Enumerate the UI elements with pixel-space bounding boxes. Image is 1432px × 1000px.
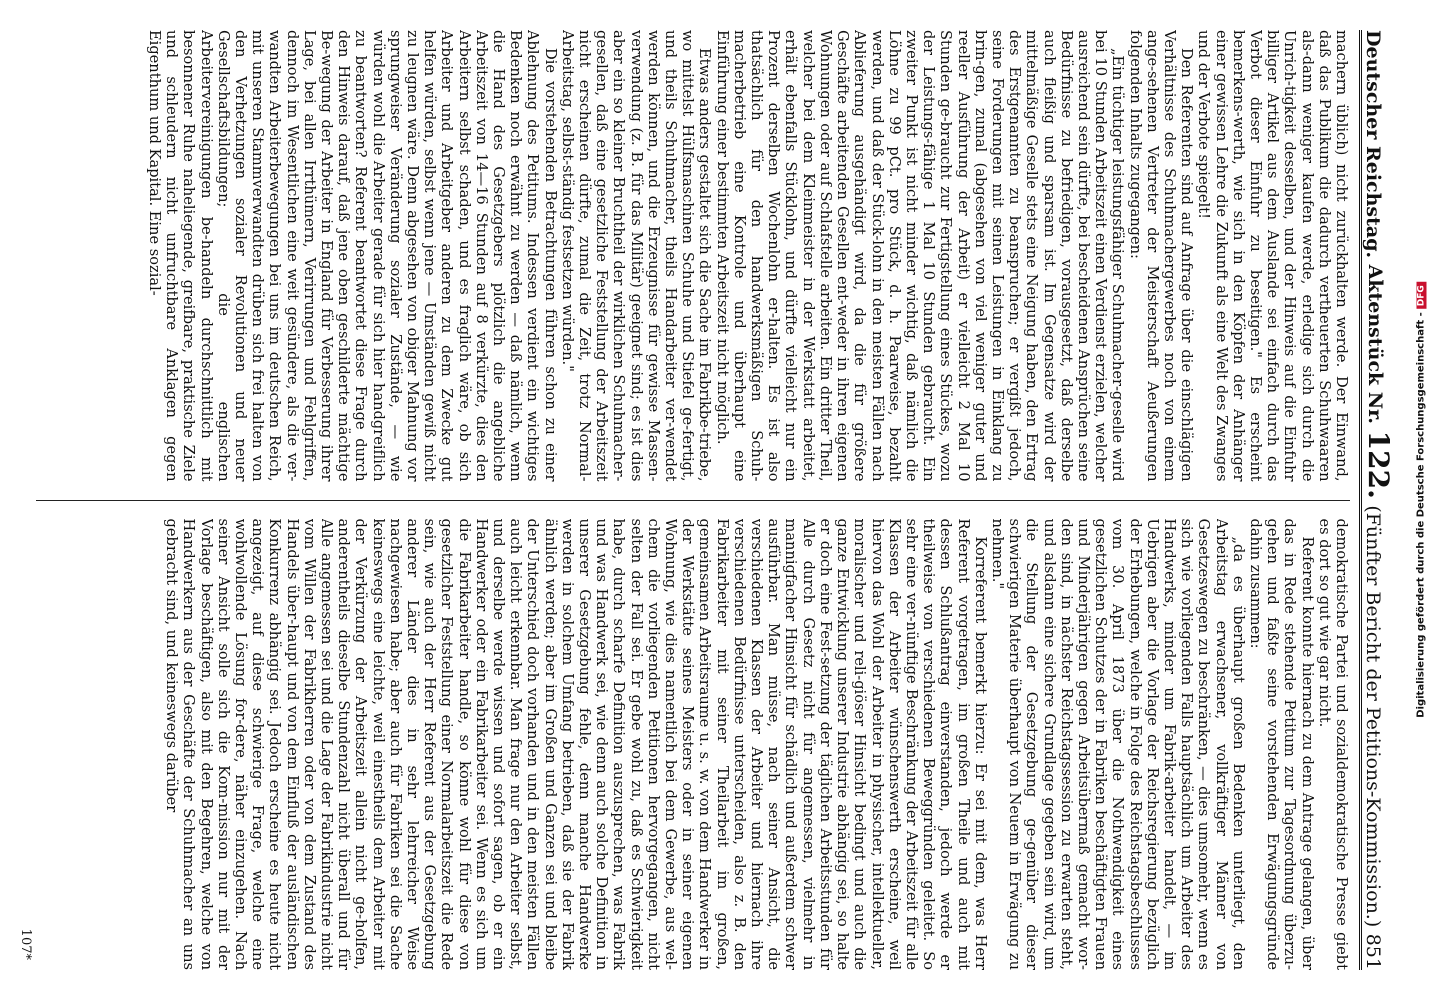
header-left-title: Deutscher Reichstag. (1362, 30, 1384, 259)
header-document-prefix: Aktenstück Nr. (1364, 264, 1386, 425)
page-footnote-mark: 107* (18, 928, 33, 960)
left-paragraph: „Ein tüchtiger leistungsfähiger Schuhmacher-geselle wird bei 10 Stunden Arbeitszeit einen Verdienst erzielen, welcher ausreichend sein dürfte, bei bescheidenen Ansprüchen seine Bedürfnisse zu befriedigen, vorausgesetzt, daß derselbe auch fleißig und sparsam ist. Im Gegensatze wird der mittelmäßige Geselle stets eine Neigung haben, den Ertrag des Erstgenannten zu beanspruchen; er vergißt jedoch, seine Forderungen mit seinen Leistungen in Einklang zu brin-gen, zumal (abgesehen von viel weniger guter und reeller Ausführung der Arbeit) er vielleicht 2 Mal 10 Stunden ge-braucht zur Fertigstellung eines Stückes, wozu der Leistungs-fähige 1 Mal 10 Stunden gebraucht. Ein zweiter Punkt ist nicht minder wichtig, daß nämlich die Löhne zu 99 pCt. pro Stück, d. h. Paarweise, bezahlt werden, und daß der Stück-lohn in den meisten Fällen nach Ablieferung ausgehändigt wird, da die für größere Geschäfte arbeitenden Gesellen ent-weder in ihren eigenen Wohnungen oder auf Schlafstelle arbeiten. Ein dritter Theil, welcher bei dem Kleinmeister in der Werkstatt arbeitet, erhält ebenfalls Stücklohn, und dürfte vielleicht nur ein Prozent derselben Wochenlohn er-halten. Es ist also thatsächlich für den handwerksmäßigen Schuh-macherbetrieb eine Kontrole und überhaupt eine Einführung einer bestimmten Arbeitszeit nicht möglich. (713, 30, 1127, 482)
dfg-credit (1416, 282, 1427, 718)
left-column (36, 30, 1350, 482)
rotated-document-page (16, 0, 1416, 1000)
header-document-number (1362, 265, 1395, 499)
page-body (36, 30, 1350, 970)
page-header (1359, 30, 1408, 970)
page-number: 851 (1362, 933, 1384, 970)
right-paragraph: demokratische Partei und sozialdemokratische Presse giebt es dort so gut wie gar nicht. (1315, 518, 1350, 970)
header-document-num: 122. (1362, 430, 1395, 499)
left-paragraph: Etwas anders gestaltet sich die Sache im Fabrikbe-triebe, wo mittelst Hülfsmaschinen Schuhe und Stiefel ge-fertigt, und theils Schuhmacher, theils Handarbeiter ver-wendet werden können, und die Erzeugnisse für gewisse Massen-verwendung (z. B. für das Militär) geeignet sind; es ist dies aber ein so kleiner Bruchtheil der wirklichen Schuhmacher-gesellen, daß eine gesetzliche Feststellung der Arbeitszeit nicht erscheinen dürfte, zumal die Zeit, trotz Normal-Arbeitstag, selbst-ständig festsetzen würden." (558, 30, 714, 482)
right-paragraph: „da es überhaupt großen Bedenken unterliegt, den Arbeitstag erwachsener, vollkräftiger Männer von Gesetzeswegen zu beschränken, — dies umsomehr, wenn es sich wie vorliegenden Falls hauptsächlich um Arbeiter des Handwerks, minder um Fabrik-arbeiter handelt, — im Uebrigen aber die Vorlage der Reichsregierung bezüglich der Erhebungen, welche in Folge des Reichstagsbeschlusses vom 30. April 1873 über die Nothwendigkeit eines gesetzlichen Schutzes der in Fabriken beschäftigten Frauen und Minderjährigen gegen Arbeitsübermaß gemacht wor-den sind, in nächster Reichstagssession zu erwarten steht, und alsdann eine sichere Grundlage gegeben sein wird, um die Stellung der Gesetzgebung ge-genüber dieser schwierigen Materie überhaupt von Neuem in Erwägung zu nehmen." (988, 518, 1247, 970)
left-paragraph: Den Referenten sind auf Anfrage über die einschlägigen Verhältnisse des Schuhmachergewerbes noch von einem ange-sehenen Vertreter der Meisterschaft Aeußerungen folgenden Inhalts zugegangen: (1126, 30, 1196, 482)
right-column (36, 519, 1350, 971)
header-section-title: (Fünfter Bericht der Petitions-Kommission.) (1362, 505, 1384, 928)
right-paragraph: Korreferent bemerkt hierzu: Er sei mit dem, was Herr Referent vorgetragen, im großen Theile und auch mit dessen Schlußantrag einverstanden, jedoch werde er theilweise von verschiedenen Beweggründen geleitet. So sehr eine ver-nünftige Beschränkung der Arbeitszeit für alle Klassen der Arbeiter wünschenswerth erscheine, weil hiervon das Wohl der Arbeiter in physischer, intellektueller, moralischer und reli-giöser Hinsicht bedingt und auch die ganze Entwicklung unserer Industrie abhängig sei, so halte er doch eine Fest-setzung der täglichen Arbeitsstunden für Alle durch Gesetz nicht für angemessen, vielmehr in mannigfacher Hinsicht für schädlich und außerdem schwer ausführbar. Man müsse, nach seiner Ansicht, die verschiedenen Klassen der Arbeiter und hiernach ihre verschiedenen Bedürfnisse unterscheiden, also z. B. den Fabrikarbeiter mit seiner Theilarbeit im großen, gemeinsamen Arbeitsraume u. s. w. von dem Handwerker in der Werkstätte seines Meisters oder in seiner eigenen Wohnung, wie dies namentlich bei dem Gewerbe, aus wel-chem die vorliegenden Petitionen hervorgegangen, nicht selten der Fall sei. Er gebe wohl zu, daß es Schwierigkeit habe, durch scharfe Definition auszusprechen, was Fabrik und was Handwerk sei, wie denn auch solche Definition in unserer Gesetzgebung fehle, denn manche Handwerke werden in solchem Umfang betrieben, daß sie der Fabrik ähnlich werden; aber im Großen und Ganzen sei und bleibe der Unterschied doch vorhanden und in den meisten Fällen auch leicht erkennbar. Man frage nur den Arbeiter selbst, und derselbe werde wissen und sofort sagen, ob er ein Handwerker oder ein Fabrikarbeiter sei. Wenn es sich um die Fabrikarbeiter handle, so könne wohl für diese von gesetzlicher Feststellung einer Normalarbeitszeit die Rede sein, wie auch der Herr Referent aus der Gesetzgebung anderer Länder dies in sehr lehrreicher Weise nachgewiesen habe; aber auch für Fabriken sei die Sache keineswegs eine leichte, weil einestheils dem Arbeiter mit der Verkürzung der Arbeitszeit allein nicht ge-holfen, anderentheils dieselbe Stundenzahl nicht überall und für Alle angemessen sei und die Lage der Fabrikindustrie nicht vom Willen der Fabrikherren oder von dem Zustand des Handels über-haupt und von dem Einfluß der ausländischen Konkurrenz abhängig sei. Jedoch erscheine es heute nicht angezeigt, auf diese schwierige Frage, welche eine wohlwollende Lösung for-dere, näher einzugehen. Nach seiner Ansicht solle sich die Kom-mission nur mit der Vorlage beschäftigen, also mit den Begehren, welche von Handwerkern aus der Geschäfte der Schuhmacher an uns gebracht sind, und keineswegs darüber (163, 518, 989, 970)
left-paragraph: machern üblich) nicht zurückhalten werde. Der Einwand, daß das Publikum die dadurch vertheuerten Schuhwaaren als-dann weniger kaufen werde, erledige sich durch die Unrich-tigkeit desselben, und der Hinweis auf die Einfuhr billiger Artikel aus dem Auslande sei einfach durch das Verbot dieser Einfuhr zu beseitigen." Es erscheint bemerkens-werth, wie sich in den Köpfen der Anhänger einer gewissen Lehre die Zukunft als eine Welt des Zwanges und der Verbote spiegelt! (1195, 30, 1350, 482)
column-divider (36, 500, 1350, 501)
left-paragraph: Die vorstehenden Betrachtungen führen schon zu einer Ablehnung des Petitums. Indessen verdient ein wichtiges Bedenken noch erwähnt zu werden — daß nämlich, wenn die Hand des Gesetzgebers plötzlich die angebliche Arbeitszeit von 14—16 Stunden auf 8 verkürzte, dies den Arbeitern selbst schaden, und es fraglich wäre, ob sich Arbeiter und Arbeitgeber anderen zu dem Zwecke gut helfen würden, selbst wenn jene — Umständen gewiß nicht zu leugnen wäre. Denn abgesehen von obiger Mahnung vor sprungweiser Veränderung sozialer Zustände, — wie würden wohl die Arbeiter gerade für sich hier handgreiflich zu beantworten? Referent beantwortet diese Frage durch den Hinweis darauf, daß jene oben geschilderte mächtige Be-wegung der Arbeiter in England für Verbesserung ihrer Lage, bei allen Irrthümern, Verirrungen und Fehlgriffen, dennoch im Wesentlichen eine weit gesündere, als die ver-wandten Arbeiterbewegungen bei uns im deutschen Reich, mit unseren Stammverwandten drüben sich frei halten von den Verhetzungen sozialer Revolutionen und neuer Gesellschaftsbildungen; die englischen Arbeitervereinigungen be-handeln durchschnittlich mit besonnener Ruhe naheliegende, greifbare, praktische Ziele und schleudern nicht unfruchtbare Anklagen gegen Eigenthum und Kapital. Eine sozial- (145, 30, 559, 482)
dfg-credit-text: Digitalisierung gefördert durch die Deutsche Forschungsgemeinschaft - (1415, 312, 1427, 718)
dfg-logo: DFG (1417, 282, 1427, 309)
right-paragraph: Referent konnte hiernach zu dem Antrage gelangen, über das in Rede stehende Petitum zur Tagesordnung überzu-gehen und faßte seine vorstehenden Erwägungsgründe dahin zusammen: (1246, 518, 1316, 970)
